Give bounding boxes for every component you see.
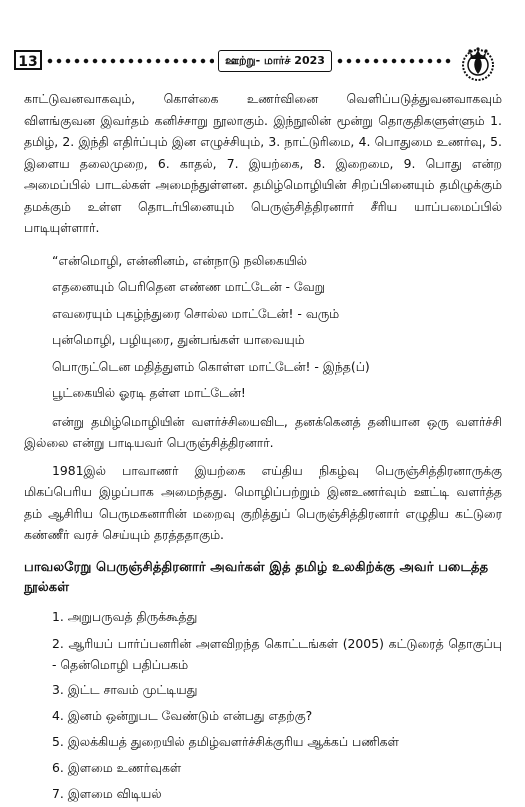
page-header [14,50,454,72]
poem-line: எதனையும் பெரிதென எண்ண மாட்டேன் - வேறு [52,279,325,294]
magazine-emblem-icon [458,44,498,84]
decorative-border-left [46,57,214,65]
list-item: 2. ஆரியப் பார்ப்பனரின் அளவிறந்த கொட்டங்கள் (2005) கட்டுரைத் தொகுப்பு - தென்மொழி பதிப்பகம் [52,635,502,672]
poem-line: பொருட்டென மதித்துளம் கொள்ள மாட்டேன்! - இந்த(ப்) [52,358,370,374]
works-heading: பாவலரேறு பெருஞ்சித்திரனார் அவர்கள் இத் தமிழ் உலகிற்க்கு அவர் படைத்த நூல்கள் [24,559,489,595]
list-item: 1. அறுபருவத் திருக்கூத்து [52,608,198,624]
list-item: 4. இனம் ஒன்றுபட வேண்டும் என்பது எதற்கு? [52,707,313,723]
death-paragraph: 1981இல் பாவாணர் இயற்கை எய்திய நிகழ்வு பெருஞ்சித்திரனாருக்கு மிகப்பெரிய இழப்பாக அமைந்தது. மொழிப்பற்றும் இனஉணர்வும் ஊட்டி வளர்த்த தம் ஆசிரிய பெருமகனாரின் மறைவு குறித்துப் பெருஞ்சித்திரனார் எழுதிய கட்டுரை கண்ணீர் வரச் செய்யும் தரத்ததாகும். [24,462,502,542]
decorative-border-right [336,57,454,65]
issue-title: ஊற்று- மார்ச் 2023 [218,50,332,72]
page-number: 13 [14,50,42,70]
list-item: 7. இளமை விடியல் [52,785,162,801]
article-body [24,88,502,807]
poem-line: புன்மொழி, பழியுரை, துன்பங்கள் யாவையும் [52,332,305,347]
after-poem-paragraph: என்று தமிழ்மொழியின் வளர்ச்சியைவிட, தனக்கெனத் தனியான ஒரு வளர்ச்சி இல்லை என்று பாடியவர் பெருஞ்சித்திரனார். [24,413,502,450]
works-list [24,604,502,807]
poem-line: பூட்கையில் ஓரடி தள்ள மாட்டேன்! [52,385,246,400]
poem-line: எவரையும் புகழ்ந்துரை சொல்ல மாட்டேன்! - வரும் [52,305,340,321]
list-item: 6. இளமை உணர்வுகள் [52,759,182,775]
intro-paragraph: காட்டுவனவாகவும், கொள்கை உணர்வினை வெளிப்படுத்துவனவாகவும் விளங்குவன இவர்தம் கனிச்சாறு நூலாகும். இந்நூலின் மூன்று தொகுதிகளுள்ளும் 1. தமிழ், 2. இந்தி எதிர்ப்பும் இன எழுச்சியும், 3. நாட்டுரிமை, 4. பொதுமை உணர்வு, 5. இளைய தலைமுறை, 6. காதல், 7. இயற்கை, 8. இறைமை, 9. பொது என்ற அமைப்பில் பாடல்கள் அமைந்துள்ளன. தமிழ்மொழியின் சிறப்பினையும் தமிழுக்கும் தமக்கும் உள்ள தொடர்பினையும் பெருஞ்சித்திரனார் சீரிய யாப்பமைப்பில் பாடியுள்ளார். [24,91,502,235]
poem-line: “என்மொழி, என்னினம், என்நாடு நலிகையில் [52,252,307,268]
poem-block [24,248,502,407]
list-item: 5. இலக்கியத் துறையில் தமிழ்வளர்ச்சிக்குரிய ஆக்கப் பணிகள் [52,733,399,749]
list-item: 3. இட்ட சாவம் முட்டியது [52,681,198,697]
